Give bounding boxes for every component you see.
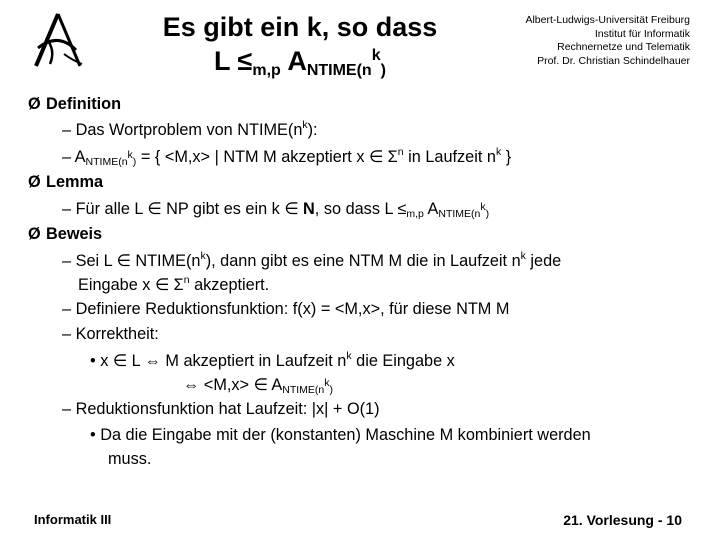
proof-item-2: – Definiere Reduktionsfunktion: f(x) = <M,x>, für diese NTM M — [62, 300, 510, 318]
proof-item-3: – Korrektheit: — [62, 325, 159, 343]
definition-item-1: – Das Wortproblem von $NTIME(n^k)$: — [62, 119, 318, 139]
proof-heading: Ø Beweis — [28, 225, 103, 243]
title-line-1: Es gibt ein k, so dass — [162, 12, 438, 42]
bullet-arrow-icon: Ø — [28, 225, 41, 243]
footer-page-number: 21. Vorlesung - 10 — [563, 512, 682, 528]
definition-item-2: – $A_{NTIME(n^k)}$ = { <M,x> | NTM M akzeptiert x ∈ $\Sigma^n$ in Laufzeit $n^k$ } — [62, 146, 512, 168]
proof-subitem-1: • x ∈ L ⇔ M akzeptiert in Laufzeit $n^k$ die Eingabe x — [90, 350, 455, 370]
institution-block — [525, 14, 690, 68]
proof-item-1-cont: Eingabe x ∈ $\Sigma^n$ akzeptiert. — [78, 274, 270, 294]
title-line-2: $L \le_{m,p}$ $A_{NTIME(n}^k_)$ — [214, 46, 386, 79]
institution-line: Albert-Ludwigs-Universität Freiburg — [525, 14, 690, 26]
institution-line: Institut für Informatik — [594, 27, 690, 40]
proof-subitem-2-cont: muss. — [108, 450, 152, 468]
definition-heading: Ø Definition — [28, 95, 122, 113]
proof-subitem-2: • Da die Eingabe mit der (konstanten) Maschine M kombiniert werden — [90, 426, 591, 444]
institution-line: Prof. Dr. Christian Schindelhauer — [537, 54, 690, 67]
proof-item-4: – Reduktionsfunktion hat Laufzeit: |x| + O(1) — [62, 400, 380, 418]
bullet-arrow-icon: Ø — [28, 173, 41, 191]
university-logo — [28, 10, 88, 70]
footer-course: Informatik III — [34, 512, 112, 527]
institution-line: Rechnernetze und Telematik — [557, 41, 690, 53]
slide-title — [150, 10, 450, 78]
proof-item-1: – Sei L ∈ $NTIME(n^k)$, dann gibt es eine NTM M die in Laufzeit $n^k$ jede — [62, 250, 562, 270]
bullet-arrow-icon: Ø — [28, 95, 41, 113]
proof-subitem-1-cont: ⇔ <M,x> ∈ $A_{NTIME(n^k)}$ — [183, 376, 333, 396]
lemma-heading: Ø Lemma — [28, 173, 104, 191]
lemma-item-1: – Für alle L ∈ NP gibt es ein k ∈ N, so dass $L \le_{m,p}$ $A_{NTIME(n^k)}$ — [62, 200, 490, 220]
